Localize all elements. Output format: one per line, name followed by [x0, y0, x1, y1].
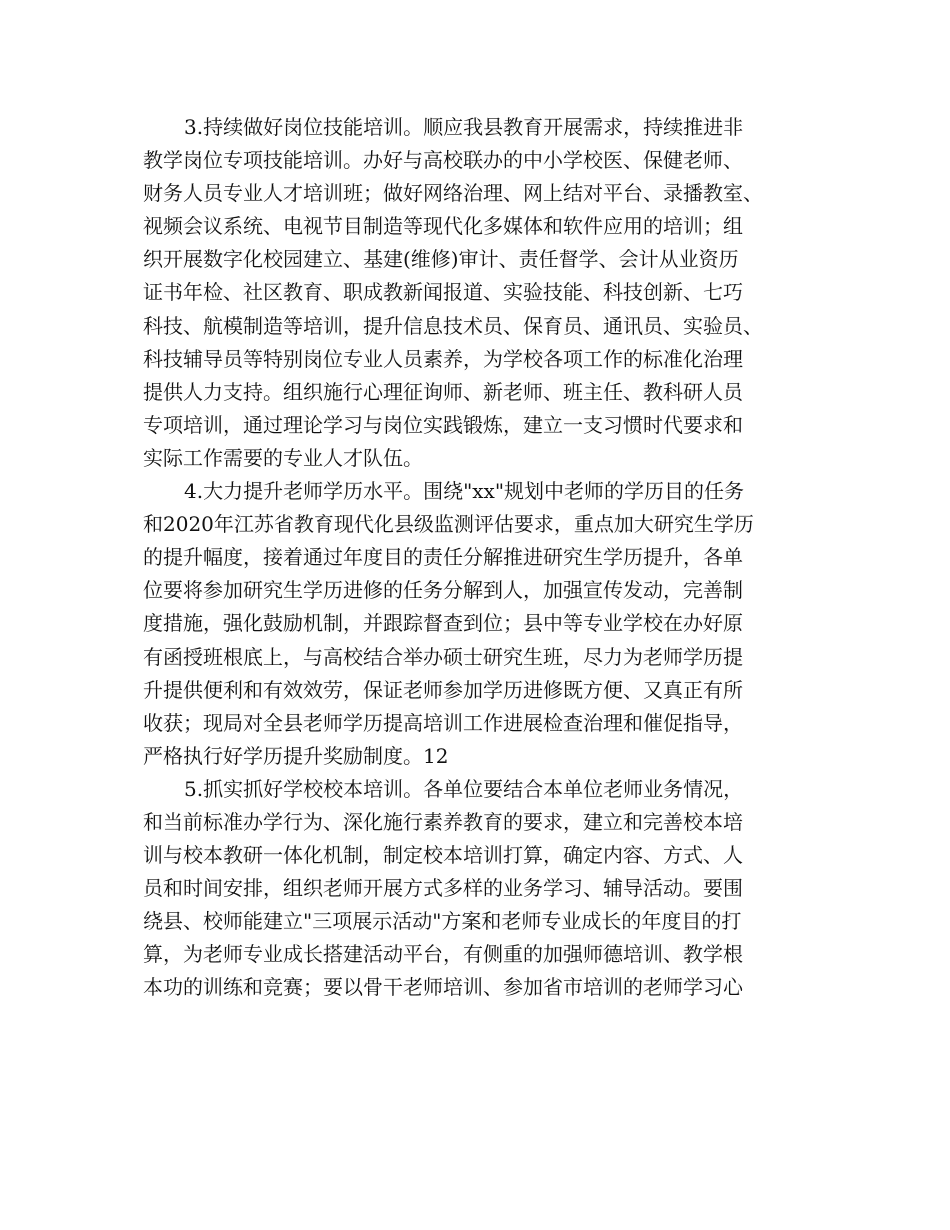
text-line: 织开展数字化校园建立、基建(维修)审计、责任督学、会计从业资历 — [143, 247, 739, 272]
paragraph — [143, 111, 823, 475]
text-line: 升提供便利和有效效劳，保证老师参加学历进修既方便、又真正有所 — [143, 677, 743, 702]
text-line: 本功的训练和竞赛；要以骨干老师培训、参加省市培训的老师学习心 — [143, 975, 743, 1000]
text-line: 教学岗位专项技能培训。办好与高校联办的中小学校医、保健老师、 — [143, 148, 743, 173]
text-line: 收获；现局对全县老师学历提高培训工作进展检查治理和催促指导， — [143, 710, 743, 735]
text-line: 有函授班根底上，与高校结合举办硕士研究生班，尽力为老师学历提 — [143, 644, 743, 669]
document-body — [143, 111, 823, 1005]
paragraph — [143, 475, 823, 773]
text-line: 5.抓实抓好学校校本培训。各单位要结合本单位老师业务情况， — [184, 776, 744, 801]
text-line: 专项培训，通过理论学习与岗位实践锻炼，建立一支习惯时代要求和 — [143, 412, 743, 437]
text-line: 实际工作需要的专业人才队伍。 — [143, 445, 423, 470]
text-line: 和2020年江苏省教育现代化县级监测评估要求，重点加大研究生学历 — [143, 512, 754, 537]
text-line: 员和时间安排，组织老师开展方式多样的业务学习、辅导活动。要围 — [143, 876, 743, 901]
text-line: 位要将参加研究生学历进修的任务分解到人，加强宣传发动，完善制 — [143, 578, 743, 603]
text-line: 视频会议系统、电视节目制造等现代化多媒体和软件应用的培训；组 — [143, 214, 743, 239]
text-line: 和当前标准办学行为、深化施行素养教育的要求，建立和完善校本培 — [143, 809, 743, 834]
text-line: 科技辅导员等特别岗位专业人员素养，为学校各项工作的标准化治理 — [143, 346, 743, 371]
text-line: 提供人力支持。组织施行心理征询师、新老师、班主任、教科研人员 — [143, 379, 743, 404]
text-line: 严格执行好学历提升奖励制度。12 — [143, 743, 449, 768]
text-line: 财务人员专业人才培训班；做好网络治理、网上结对平台、录播教室、 — [143, 181, 763, 206]
text-line: 3.持续做好岗位技能培训。顺应我县教育开展需求，持续推进非 — [184, 115, 744, 139]
text-line: 证书年检、社区教育、职成教新闻报道、实验技能、科技创新、七巧 — [143, 280, 743, 305]
text-line: 训与校本教研一体化机制，制定校本培训打算，确定内容、方式、人 — [143, 843, 743, 868]
text-line: 算，为老师专业成长搭建活动平台，有侧重的加强师德培训、教学根 — [143, 942, 743, 967]
text-line: 绕县、校师能建立"三项展示活动"方案和老师专业成长的年度目的打 — [143, 909, 742, 934]
text-line: 科技、航模制造等培训，提升信息技术员、保育员、通讯员、实验员、 — [143, 313, 763, 338]
text-line: 度措施，强化鼓励机制，并跟踪督查到位；县中等专业学校在办好原 — [143, 611, 743, 636]
text-line: 4.大力提升老师学历水平。围绕"xx"规划中老师的学历目的任务 — [184, 479, 745, 504]
paragraph — [143, 773, 823, 1005]
text-line: 的提升幅度，接着通过年度目的责任分解推进研究生学历提升，各单 — [143, 545, 743, 570]
